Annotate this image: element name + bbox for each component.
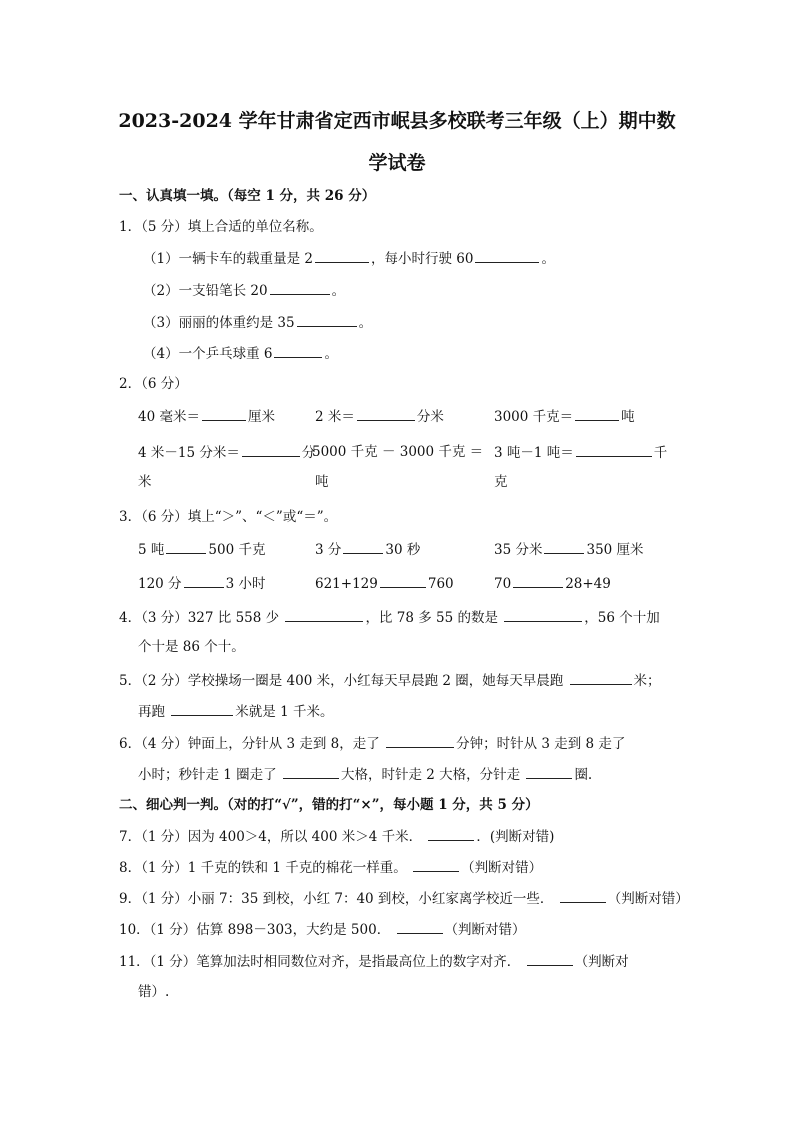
q1-p4-text-b: 。 xyxy=(324,346,338,362)
answer-blank[interactable] xyxy=(527,951,573,966)
q5-text-d: 米就是 1 千米。 xyxy=(235,704,334,720)
question-1-part-2 xyxy=(143,280,345,301)
q11-text-b: （判断对 xyxy=(574,954,629,970)
q2-r2c1-text-a: 4 米－15 分米＝ xyxy=(138,445,240,461)
q3-r1c3-text-b: 350 厘米 xyxy=(586,542,644,558)
question-8 xyxy=(119,857,542,878)
q2-r2c1-text-b: 分 xyxy=(301,445,316,461)
answer-blank[interactable] xyxy=(202,406,246,421)
question-6-line-1 xyxy=(119,733,625,754)
answer-blank[interactable] xyxy=(513,573,563,588)
q2-row2-col1 xyxy=(138,442,315,463)
question-11-line-1 xyxy=(119,951,629,972)
answer-blank[interactable] xyxy=(526,764,572,779)
answer-blank[interactable] xyxy=(475,248,539,263)
question-1-part-4 xyxy=(143,343,338,364)
answer-blank[interactable] xyxy=(184,573,224,588)
q2-row2-col1-wrap: 米 xyxy=(138,474,152,490)
q6-text-d: 大格，时针走 2 大格，分针走 xyxy=(340,767,521,783)
answer-blank[interactable] xyxy=(576,442,652,457)
answer-blank[interactable] xyxy=(297,312,357,327)
answer-blank[interactable] xyxy=(386,733,454,748)
q9-text-a: 9．（1 分）小丽 7：35 到校，小红 7：40 到校，小红家离学校近一些． xyxy=(119,891,554,907)
question-2-stem: 2．（6 分） xyxy=(119,376,188,392)
answer-blank[interactable] xyxy=(357,406,415,421)
q3-row2-col1 xyxy=(138,573,265,594)
q3-r1c1-text-a: 5 吨 xyxy=(138,542,165,558)
q10-text-a: 10．（1 分）估算 898－303，大约是 500． xyxy=(119,922,391,938)
q3-row1-col2 xyxy=(315,539,420,560)
q1-p1-text-b: ，每小时行驶 60 xyxy=(370,251,474,267)
section-1-heading: 一、认真填一填。（每空 1 分，共 26 分） xyxy=(119,188,376,204)
q2-r2c3-text-a: 3 吨－1 吨＝ xyxy=(494,445,574,461)
answer-blank[interactable] xyxy=(315,248,369,263)
question-1-part-1 xyxy=(143,248,555,269)
question-4-line-1 xyxy=(119,607,660,628)
q7-text-b: ．(判断对错) xyxy=(476,829,555,845)
q3-r2c3-text-b: 28+49 xyxy=(565,576,611,592)
q3-row1-col3 xyxy=(494,539,644,560)
q5-text-c: 再跑 xyxy=(138,704,165,720)
answer-blank[interactable] xyxy=(428,826,474,841)
question-7 xyxy=(119,826,554,847)
q6-text-c: 小时；秒针走 1 圈走了 xyxy=(138,767,277,783)
answer-blank[interactable] xyxy=(283,764,339,779)
q7-text-a: 7．（1 分）因为 400＞4，所以 400 米＞4 千米． xyxy=(119,829,423,845)
q2-r1c1-text-a: 40 毫米＝ xyxy=(138,409,200,425)
answer-blank[interactable] xyxy=(242,442,300,457)
page-title-line2: 学试卷 xyxy=(368,152,426,174)
question-4-line-2: 个十是 86 个十。 xyxy=(138,639,245,655)
answer-blank[interactable] xyxy=(413,857,459,872)
q2-row2-col3-wrap: 克 xyxy=(494,474,508,490)
answer-blank[interactable] xyxy=(166,539,206,554)
q11-text-a: 11．（1 分）笔算加法时相同数位对齐，是指最高位上的数字对齐． xyxy=(119,954,521,970)
answer-blank[interactable] xyxy=(171,701,233,716)
question-5-line-1 xyxy=(119,670,661,691)
answer-blank[interactable] xyxy=(544,539,584,554)
q3-r1c2-text-a: 3 分 xyxy=(315,542,342,558)
q3-row2-col3 xyxy=(494,573,611,594)
page-title-line1: 2023-2024 学年甘肃省定西市岷县多校联考三年级（上）期中数 xyxy=(118,110,676,132)
q5-text-a: 5．（2 分）学校操场一圈是 400 米，小红每天早晨跑 2 圈，她每天早晨跑 xyxy=(119,673,564,689)
section-2-heading: 二、细心判一判。（对的打“√”，错的打“×”，每小题 1 分，共 5 分） xyxy=(119,797,539,813)
q2-r1c3-text-b: 吨 xyxy=(621,409,635,425)
q3-r2c2-text-a: 621+129 xyxy=(315,576,378,592)
q2-r1c2-text-a: 2 米＝ xyxy=(315,409,355,425)
q8-text-a: 8．（1 分）1 千克的铁和 1 千克的棉花一样重。 xyxy=(119,860,407,876)
q1-p3-text-a: （3）丽丽的体重约是 35 xyxy=(143,315,295,331)
q2-row2-col2: 5000 千克 － 3000 千克 ＝ xyxy=(312,444,484,460)
q2-r1c3-text-a: 3000 千克＝ xyxy=(494,409,574,425)
q2-row2-col2-wrap: 吨 xyxy=(315,474,329,490)
q1-p4-text-a: （4）一个乒乓球重 6 xyxy=(143,346,273,362)
q3-row1-col1 xyxy=(138,539,265,560)
q2-r1c1-text-b: 厘米 xyxy=(247,409,275,425)
answer-blank[interactable] xyxy=(575,406,619,421)
q3-r2c1-text-a: 120 分 xyxy=(138,576,182,592)
question-6-line-2 xyxy=(138,764,592,785)
q2-row1-col1 xyxy=(138,406,275,427)
answer-blank[interactable] xyxy=(570,670,632,685)
answer-blank[interactable] xyxy=(397,919,443,934)
question-3-stem: 3．（6 分）填上“＞”、“＜”或“＝”。 xyxy=(119,509,338,525)
q2-row2-col3 xyxy=(494,442,667,463)
q4-text-a: 4．（3 分）327 比 558 少 xyxy=(119,610,280,626)
q1-p2-text-a: （2）一支铅笔长 20 xyxy=(143,283,268,299)
question-9 xyxy=(119,888,689,909)
q3-row2-col2 xyxy=(315,573,454,594)
answer-blank[interactable] xyxy=(560,888,606,903)
q8-text-b: （判断对错） xyxy=(461,860,543,876)
answer-blank[interactable] xyxy=(343,539,383,554)
q3-r1c1-text-b: 500 千克 xyxy=(208,542,266,558)
answer-blank[interactable] xyxy=(504,607,582,622)
q6-text-b: 分钟；时针从 3 走到 8 走了 xyxy=(456,736,626,752)
q4-text-b: ，比 78 多 55 的数是 xyxy=(365,610,498,626)
q1-p3-text-b: 。 xyxy=(358,315,373,331)
question-1-part-3 xyxy=(143,312,372,333)
answer-blank[interactable] xyxy=(274,343,322,358)
q1-p2-text-b: 。 xyxy=(331,283,346,299)
q2-row1-col3 xyxy=(494,406,635,427)
question-11-line-2: 错）. xyxy=(138,984,170,1000)
question-1-stem: 1．（5 分）填上合适的单位名称。 xyxy=(119,219,323,235)
question-10 xyxy=(119,919,526,940)
answer-blank[interactable] xyxy=(380,573,426,588)
q1-p1-text-c: 。 xyxy=(541,251,555,267)
q3-r1c2-text-b: 30 秒 xyxy=(385,542,421,558)
q6-text-e: 圈. xyxy=(574,767,593,783)
q3-r2c1-text-b: 3 小时 xyxy=(225,576,266,592)
question-5-line-2 xyxy=(138,701,333,722)
answer-blank[interactable] xyxy=(285,607,363,622)
q3-r1c3-text-a: 35 分米 xyxy=(494,542,543,558)
q9-text-b: （判断对错） xyxy=(607,891,689,907)
q3-r2c3-text-a: 70 xyxy=(494,576,512,592)
q3-r2c2-text-b: 760 xyxy=(427,576,454,592)
q2-row1-col2 xyxy=(315,406,444,427)
q1-p1-text-a: （1）一辆卡车的载重量是 2 xyxy=(143,251,313,267)
q5-text-b: 米； xyxy=(633,673,661,689)
answer-blank[interactable] xyxy=(270,280,330,295)
q4-text-c: ，56 个十加 xyxy=(584,610,660,626)
q2-r2c3-text-b: 千 xyxy=(653,445,668,461)
q2-r1c2-text-b: 分米 xyxy=(416,409,444,425)
q10-text-b: （判断对错） xyxy=(444,922,526,938)
q6-text-a: 6．（4 分）钟面上，分针从 3 走到 8，走了 xyxy=(119,736,380,752)
